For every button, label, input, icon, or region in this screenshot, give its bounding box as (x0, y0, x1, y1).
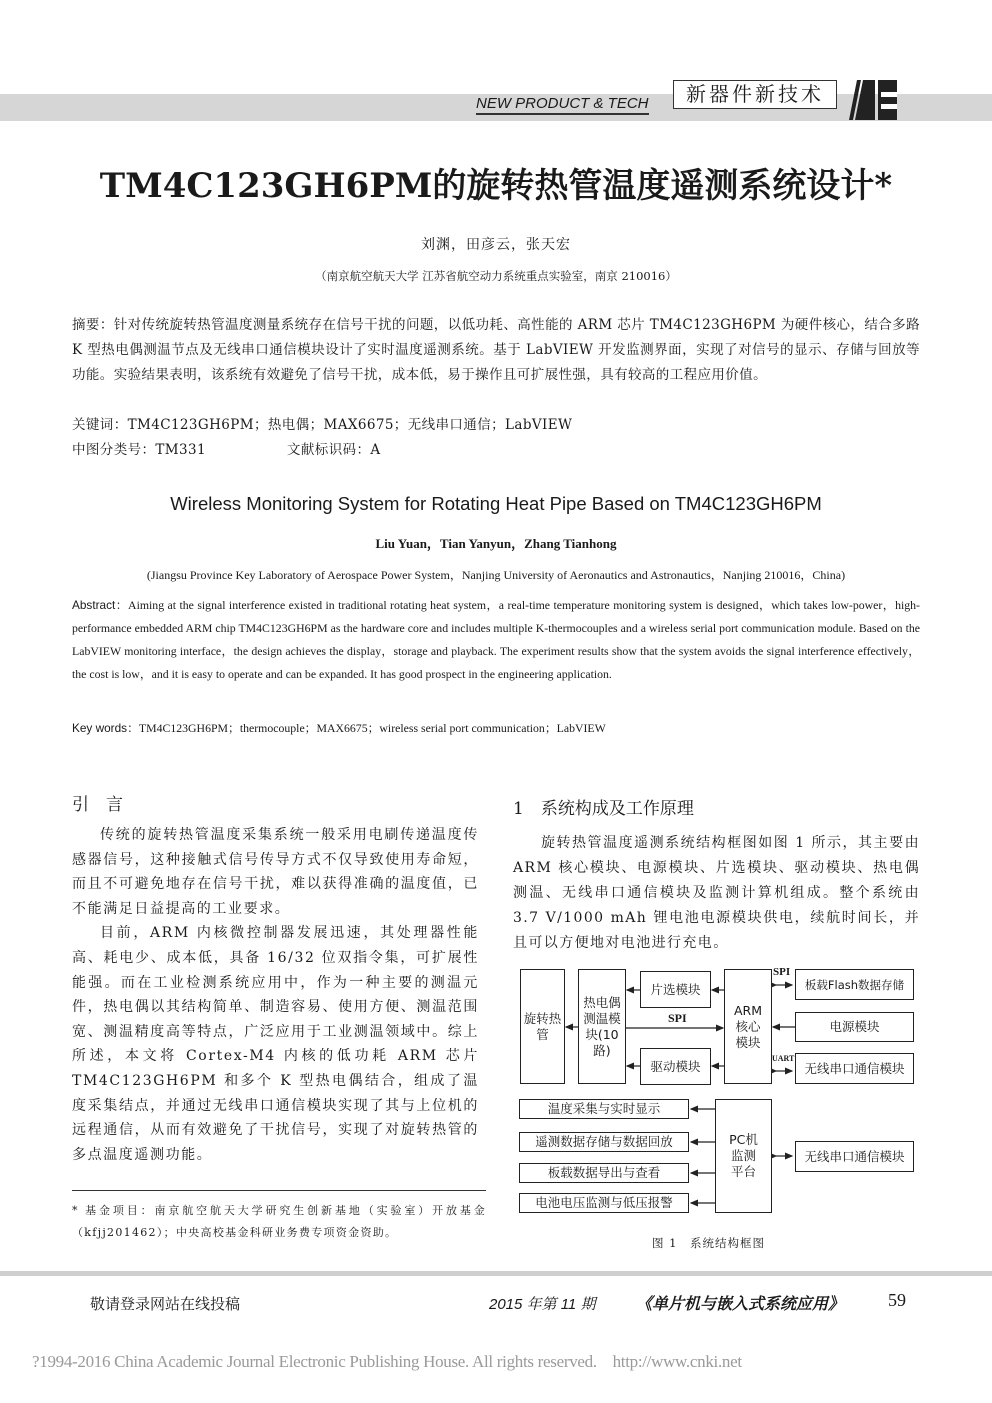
system-block-diagram (515, 960, 920, 1220)
abstract-label: 摘要： (72, 317, 114, 333)
box-driver: 驱动模块 (640, 1048, 711, 1085)
footer-submit-note: 敬请登录网站在线投稿 (90, 1295, 241, 1313)
keywords-en (72, 717, 606, 740)
document-code: 文献标识码：A (287, 442, 381, 458)
page-number: 59 (888, 1290, 906, 1310)
abstract-en-label: Abstract： (72, 598, 129, 612)
intro-heading: 引 言 (72, 795, 123, 815)
authors-cn: 刘渊，田彦云，张天宏 (421, 237, 571, 253)
section1-heading: 1 系统构成及工作原理 (513, 799, 694, 819)
journal-logo-icon (845, 80, 897, 120)
box-battery: 电池电压监测与低压报警 (519, 1193, 689, 1213)
box-arm-core: ARM核心模块 (724, 969, 772, 1084)
figure-caption: 图 1 系统结构框图 (652, 1236, 765, 1250)
footnote-divider (72, 1190, 486, 1191)
keywords-en-label: Key words： (72, 721, 139, 735)
paper-title: TM4C123GH6PM的旋转热管温度遥测系统设计* (99, 166, 893, 206)
box-heat-pipe: 旋转热管 (520, 969, 565, 1084)
label-spi: SPI (668, 1011, 687, 1025)
box-power: 电源模块 (795, 1012, 914, 1042)
label-uart: UART (772, 1054, 795, 1063)
keywords-en-text: TM4C123GH6PM；thermocouple；MAX6675；wireless serial port communication；LabVIEW (138, 721, 606, 735)
box-thermocouple: 热电偶测温模块(10路) (578, 969, 626, 1084)
section1-paragraph: 旋转热管温度遥测系统结构框图如图 1 所示，其主要由 ARM 核心模块、电源模块、片选模块、驱动模块、热电偶测温、无线串口通信模块及监测计算机组成。整个系统由 3.7 V/1000 mAh 锂电池电源模块供电，续航时间长，并且可以方便地对电池进行充电。 (513, 835, 920, 951)
clc-number: 中图分类号：TM331 (72, 442, 206, 458)
box-wireless-node: 无线串口通信模块 (795, 1053, 914, 1084)
affiliation-en: (Jiangsu Province Key Laboratory of Aerospace Power System，Nanjing University of Aeronautics and Astronautics，Nanjing 210016，China) (146, 568, 846, 582)
abstract-cn (72, 313, 920, 388)
title-en: Wireless Monitoring System for Rotating Heat Pipe Based on TM4C123GH6PM (170, 493, 822, 514)
copyright-watermark: ?1994-2016 China Academic Journal Electronic Publishing House. All rights reserved. http://www.cnki.net (32, 1352, 742, 1371)
box-display: 温度采集与实时显示 (519, 1099, 689, 1119)
section1-body (513, 831, 920, 956)
footer-divider (0, 1271, 992, 1276)
intro-body (72, 823, 479, 1167)
authors-en: Liu Yuan，Tian Yanyun，Zhang Tianhong (375, 536, 617, 551)
footer-journal: 《单片机与嵌入式系统应用》 (636, 1294, 845, 1313)
box-pc-platform: PC机监测平台 (715, 1099, 772, 1213)
label-spi-top: SPI (773, 966, 791, 978)
footnote: * 基金项目：南京航空航天大学研究生创新基地（实验室）开放基金（kfjj201462）；中央高校基金科研业务费专项资金资助。 (72, 1204, 486, 1239)
intro-paragraph: 目前，ARM 内核微控制器发展迅速，其处理器性能高、耗电少、成本低，具备 16/32 位双指令集，可扩展性能强。而在工业检测系统应用中，作为一种主要的测温元件，热电偶以其结构简单、制造容易、使用方便、测温范围宽、测温精度高等特点，广泛应用于工业测温领域中。综上所述，本文将 Cortex-M4 内核的低功耗 ARM 芯片 TM4C123GH6PM 和多个 K 型热电偶结合，组成了温度采集结点，并通过无线串口通信模块实现了其与上位机的远程通信，从而有效避免了干扰信号，实现了对旋转热管的多点温度遥测功能。 (72, 925, 479, 1163)
section-label-en: NEW PRODUCT & TECH (476, 95, 649, 115)
box-storage: 遥测数据存储与数据回放 (519, 1132, 689, 1152)
footer-issue: 2015 年第 11 期 (489, 1296, 596, 1313)
abstract-text: 针对传统旋转热管温度测量系统存在信号干扰的问题，以低功耗、高性能的 ARM 芯片 TM4C123GH6PM 为硬件核心，结合多路 K 型热电偶测温节点及无线串口通信模块设计了实时温度遥测系统。基于 LabVIEW 开发监测界面，实现了对信号的显示、存储与回放等功能。实验结果表明，该系统有效避免了信号干扰，成本低，易于操作且可扩展性强，具有较高的工程应用价值。 (72, 317, 920, 383)
abstract-en (72, 594, 920, 686)
keywords-cn: 关键词：TM4C123GH6PM；热电偶；MAX6675；无线串口通信；LabVIEW (72, 417, 573, 433)
box-chip-select: 片选模块 (640, 971, 711, 1008)
abstract-en-text: Aiming at the signal interference existed in traditional rotating heat system，a real-time temperature monitoring system is designed，which takes low-power，high-performance embedded ARM chip TM4C123GH6PM as the hardware core and includes multiple K-thermocouples and a wireless serial port communication module. Based on the LabVIEW monitoring interface，the design achieves the display，storage and playback. The experiment results show that the system avoids the signal interference effectively，the cost is low，and it is easy to operate and can be expanded. It has good prospect in the engineering application. (72, 598, 920, 681)
box-export: 板载数据导出与查看 (519, 1163, 689, 1183)
intro-paragraph: 传统的旋转热管温度采集系统一般采用电刷传递温度传感器信号，这种接触式信号传导方式不仅导致使用寿命短，而且不可避免地存在信号干扰，难以获得准确的温度值，已不能满足日益提高的工业要求。 (72, 827, 479, 917)
affiliation-cn: （南京航空航天大学 江苏省航空动力系统重点实验室，南京 210016） (315, 269, 677, 283)
box-wireless-pc: 无线串口通信模块 (795, 1141, 914, 1172)
box-flash: 板载Flash数据存储 (795, 969, 914, 1000)
section-label-cn: 新器件新技术 (673, 80, 837, 109)
